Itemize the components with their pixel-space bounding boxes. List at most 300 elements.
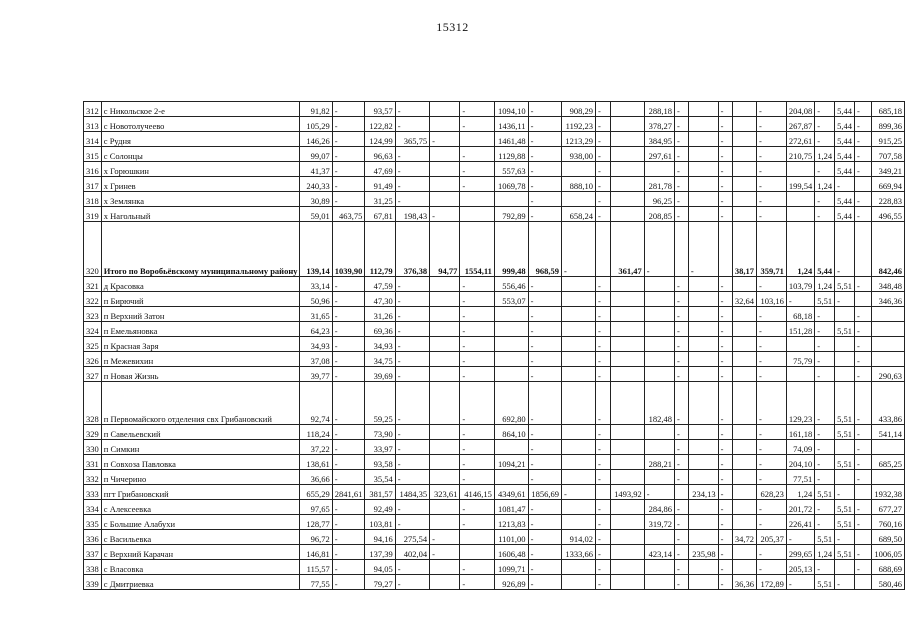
- table-cell: [494, 337, 528, 352]
- table-cell: [872, 440, 905, 455]
- table-cell: 32,64: [732, 292, 756, 307]
- table-cell: 290,63: [872, 367, 905, 382]
- settlement-name: п Симкин: [101, 440, 300, 455]
- table-row: [84, 192, 905, 207]
- table-cell: [688, 292, 718, 307]
- table-cell: -: [675, 117, 689, 132]
- table-cell: -: [718, 117, 732, 132]
- table-cell: [688, 132, 718, 147]
- table-cell: 1333,66: [562, 545, 596, 560]
- table-cell: -: [332, 545, 365, 560]
- table-row: [84, 292, 905, 307]
- table-cell: -: [718, 277, 732, 292]
- table-cell: -: [718, 575, 732, 590]
- table-cell: -: [835, 177, 855, 192]
- table-cell: 915,25: [872, 132, 905, 147]
- table-cell: 31,26: [365, 307, 395, 322]
- table-cell: [732, 147, 756, 162]
- table-cell: -: [460, 500, 494, 515]
- table-cell: [835, 560, 855, 575]
- row-number: 338: [84, 560, 102, 575]
- table-cell: -: [675, 367, 689, 382]
- table-cell: 33,14: [300, 277, 332, 292]
- table-cell: -: [815, 102, 835, 117]
- table-cell: -: [395, 500, 429, 515]
- table-cell: -: [528, 470, 561, 485]
- table-cell: 348,48: [872, 277, 905, 292]
- table-cell: [854, 485, 871, 500]
- table-cell: -: [562, 485, 596, 500]
- table-cell: [732, 352, 756, 367]
- table-cell: -: [332, 575, 365, 590]
- table-cell: 96,25: [644, 192, 674, 207]
- table-cell: -: [675, 307, 689, 322]
- table-cell: -: [718, 560, 732, 575]
- table-cell: [688, 277, 718, 292]
- table-cell: [644, 367, 674, 382]
- table-cell: -: [528, 352, 561, 367]
- table-cell: -: [395, 147, 429, 162]
- table-cell: -: [757, 382, 787, 425]
- table-cell: 161,18: [786, 425, 814, 440]
- table-cell: -: [718, 455, 732, 470]
- table-cell: [732, 425, 756, 440]
- table-cell: [688, 382, 718, 425]
- table-cell: [430, 292, 460, 307]
- table-cell: -: [835, 575, 855, 590]
- table-cell: -: [675, 322, 689, 337]
- table-cell: [718, 222, 732, 277]
- table-cell: [610, 277, 644, 292]
- table-cell: [732, 440, 756, 455]
- table-cell: [430, 455, 460, 470]
- table-cell: [732, 307, 756, 322]
- table-cell: 284,86: [644, 500, 674, 515]
- table-cell: [854, 177, 871, 192]
- table-cell: 319,72: [644, 515, 674, 530]
- table-cell: 91,82: [300, 102, 332, 117]
- table-cell: -: [675, 177, 689, 192]
- settlement-name: п Межевихин: [101, 352, 300, 367]
- table-cell: 47,30: [365, 292, 395, 307]
- table-cell: -: [718, 337, 732, 352]
- table-cell: -: [854, 367, 871, 382]
- table-cell: 204,08: [786, 102, 814, 117]
- table-cell: -: [332, 322, 365, 337]
- data-table: [83, 101, 905, 590]
- table-cell: -: [595, 515, 610, 530]
- row-number: 314: [84, 132, 102, 147]
- table-row: [84, 337, 905, 352]
- table-cell: 1,24: [815, 147, 835, 162]
- table-cell: [854, 530, 871, 545]
- table-cell: 103,79: [786, 277, 814, 292]
- table-cell: -: [757, 470, 787, 485]
- table-cell: 281,78: [644, 177, 674, 192]
- table-cell: -: [595, 147, 610, 162]
- table-cell: -: [528, 560, 561, 575]
- table-cell: 5,51: [835, 545, 855, 560]
- table-cell: [610, 307, 644, 322]
- table-row: [84, 322, 905, 337]
- table-cell: -: [854, 192, 871, 207]
- table-cell: -: [395, 162, 429, 177]
- table-cell: -: [675, 545, 689, 560]
- table-cell: -: [395, 455, 429, 470]
- table-cell: 118,24: [300, 425, 332, 440]
- table-cell: -: [395, 292, 429, 307]
- settlement-name: п Первомайского отделения свх Грибановский: [101, 382, 300, 425]
- table-cell: -: [675, 500, 689, 515]
- table-cell: 685,18: [872, 102, 905, 117]
- table-cell: -: [528, 277, 561, 292]
- table-cell: [430, 515, 460, 530]
- table-cell: 5,51: [835, 455, 855, 470]
- table-cell: [494, 440, 528, 455]
- table-cell: -: [332, 192, 365, 207]
- table-cell: 888,10: [562, 177, 596, 192]
- table-cell: [494, 470, 528, 485]
- table-cell: -: [854, 307, 871, 322]
- table-cell: [688, 322, 718, 337]
- table-cell: -: [675, 515, 689, 530]
- row-number: 336: [84, 530, 102, 545]
- table-cell: -: [757, 500, 787, 515]
- table-cell: -: [854, 162, 871, 177]
- table-cell: -: [332, 455, 365, 470]
- table-cell: 146,81: [300, 545, 332, 560]
- table-cell: 1006,05: [872, 545, 905, 560]
- table-cell: [610, 192, 644, 207]
- table-cell: [562, 162, 596, 177]
- table-cell: 93,57: [365, 102, 395, 117]
- table-cell: -: [460, 382, 494, 425]
- table-cell: -: [757, 307, 787, 322]
- table-cell: -: [835, 485, 855, 500]
- table-cell: -: [595, 470, 610, 485]
- table-cell: -: [595, 560, 610, 575]
- table-cell: 93,58: [365, 455, 395, 470]
- table-cell: 73,90: [365, 425, 395, 440]
- table-cell: -: [395, 515, 429, 530]
- settlement-name: п Новая Жизнь: [101, 367, 300, 382]
- row-number: 320: [84, 222, 102, 277]
- table-cell: -: [332, 177, 365, 192]
- table-cell: 64,23: [300, 322, 332, 337]
- table-cell: [732, 500, 756, 515]
- table-cell: -: [757, 102, 787, 117]
- table-cell: 5,51: [835, 322, 855, 337]
- table-cell: 655,29: [300, 485, 332, 500]
- settlement-name: х Гринев: [101, 177, 300, 192]
- table-cell: 359,71: [757, 222, 787, 277]
- table-cell: [610, 117, 644, 132]
- table-cell: -: [815, 132, 835, 147]
- settlement-name: с Солонцы: [101, 147, 300, 162]
- table-cell: -: [332, 132, 365, 147]
- table-cell: 5,51: [835, 500, 855, 515]
- table-cell: [610, 500, 644, 515]
- table-cell: [610, 382, 644, 425]
- table-cell: [835, 337, 855, 352]
- row-number: 329: [84, 425, 102, 440]
- table-cell: [562, 470, 596, 485]
- table-cell: 235,98: [688, 545, 718, 560]
- table-cell: 384,95: [644, 132, 674, 147]
- table-cell: 151,28: [786, 322, 814, 337]
- settlement-name: с Власовка: [101, 560, 300, 575]
- settlement-name: п Бирючий: [101, 292, 300, 307]
- settlement-name: х Горюшкин: [101, 162, 300, 177]
- table-row: [84, 277, 905, 292]
- table-cell: [872, 470, 905, 485]
- table-cell: -: [595, 337, 610, 352]
- table-cell: [688, 440, 718, 455]
- table-cell: -: [718, 545, 732, 560]
- table-cell: -: [854, 322, 871, 337]
- table-cell: 47,69: [365, 162, 395, 177]
- table-cell: 96,72: [300, 530, 332, 545]
- table-cell: [610, 292, 644, 307]
- table-cell: 36,36: [732, 575, 756, 590]
- table-cell: [460, 207, 494, 222]
- table-cell: -: [815, 337, 835, 352]
- table-cell: -: [332, 440, 365, 455]
- table-cell: -: [332, 117, 365, 132]
- table-cell: -: [854, 352, 871, 367]
- table-cell: [688, 177, 718, 192]
- table-cell: 34,93: [365, 337, 395, 352]
- row-number: 319: [84, 207, 102, 222]
- table-cell: -: [815, 207, 835, 222]
- row-number: 333: [84, 485, 102, 500]
- table-cell: -: [718, 500, 732, 515]
- table-cell: -: [815, 470, 835, 485]
- table-cell: 541,14: [872, 425, 905, 440]
- table-cell: -: [854, 277, 871, 292]
- table-cell: 139,14: [300, 222, 332, 277]
- table-cell: 33,97: [365, 440, 395, 455]
- table-cell: [460, 545, 494, 560]
- table-cell: 5,44: [835, 162, 855, 177]
- table-cell: -: [675, 425, 689, 440]
- table-cell: [562, 337, 596, 352]
- row-number: 322: [84, 292, 102, 307]
- table-cell: [786, 192, 814, 207]
- table-cell: -: [595, 192, 610, 207]
- table-cell: [732, 515, 756, 530]
- table-cell: 496,55: [872, 207, 905, 222]
- table-cell: -: [528, 575, 561, 590]
- table-cell: -: [675, 102, 689, 117]
- table-cell: 69,36: [365, 322, 395, 337]
- table-cell: 5,44: [835, 207, 855, 222]
- table-cell: 36,66: [300, 470, 332, 485]
- row-number: 323: [84, 307, 102, 322]
- table-cell: 5,51: [815, 292, 835, 307]
- table-cell: 50,96: [300, 292, 332, 307]
- table-cell: -: [460, 440, 494, 455]
- table-cell: -: [595, 352, 610, 367]
- table-cell: [562, 560, 596, 575]
- table-cell: -: [332, 337, 365, 352]
- table-cell: -: [595, 382, 610, 425]
- table-cell: -: [460, 177, 494, 192]
- table-cell: 1,24: [815, 277, 835, 292]
- table-cell: 685,25: [872, 455, 905, 470]
- table-cell: -: [815, 117, 835, 132]
- table-cell: -: [815, 322, 835, 337]
- row-number: 326: [84, 352, 102, 367]
- table-cell: -: [595, 207, 610, 222]
- table-cell: 124,99: [365, 132, 395, 147]
- table-cell: [854, 222, 871, 277]
- table-cell: 914,02: [562, 530, 596, 545]
- table-cell: 760,16: [872, 515, 905, 530]
- table-cell: 34,72: [732, 530, 756, 545]
- table-cell: [872, 352, 905, 367]
- table-cell: [644, 292, 674, 307]
- table-cell: -: [528, 425, 561, 440]
- table-cell: [675, 485, 689, 500]
- table-cell: 5,44: [835, 147, 855, 162]
- table-cell: 59,25: [365, 382, 395, 425]
- table-cell: -: [395, 425, 429, 440]
- table-cell: [494, 352, 528, 367]
- table-cell: -: [528, 530, 561, 545]
- table-cell: [732, 117, 756, 132]
- table-cell: [835, 307, 855, 322]
- table-cell: [562, 500, 596, 515]
- table-cell: 105,29: [300, 117, 332, 132]
- table-cell: [644, 322, 674, 337]
- table-cell: [732, 162, 756, 177]
- table-cell: -: [854, 382, 871, 425]
- table-cell: [430, 322, 460, 337]
- table-cell: -: [395, 575, 429, 590]
- table-cell: -: [815, 425, 835, 440]
- table-cell: -: [395, 117, 429, 132]
- table-cell: -: [460, 470, 494, 485]
- table-cell: -: [528, 102, 561, 117]
- table-cell: [675, 222, 689, 277]
- table-cell: -: [757, 455, 787, 470]
- table-cell: -: [395, 352, 429, 367]
- table-cell: 1856,69: [528, 485, 561, 500]
- table-cell: -: [595, 545, 610, 560]
- table-cell: -: [675, 455, 689, 470]
- table-cell: -: [757, 545, 787, 560]
- table-cell: [688, 530, 718, 545]
- settlement-name: с Дмитриевка: [101, 575, 300, 590]
- table-cell: [688, 102, 718, 117]
- table-cell: -: [430, 545, 460, 560]
- table-cell: 39,77: [300, 367, 332, 382]
- table-cell: -: [854, 470, 871, 485]
- table-cell: -: [675, 530, 689, 545]
- table-row: [84, 455, 905, 470]
- table-cell: [688, 337, 718, 352]
- table-cell: -: [332, 530, 365, 545]
- table-cell: 1461,48: [494, 132, 528, 147]
- table-cell: -: [757, 322, 787, 337]
- table-cell: -: [460, 352, 494, 367]
- table-cell: -: [395, 560, 429, 575]
- table-row: [84, 545, 905, 560]
- table-cell: [430, 177, 460, 192]
- table-cell: 34,75: [365, 352, 395, 367]
- table-cell: -: [757, 132, 787, 147]
- table-cell: 707,58: [872, 147, 905, 162]
- table-cell: 5,44: [835, 117, 855, 132]
- table-cell: [610, 322, 644, 337]
- table-cell: [430, 277, 460, 292]
- row-number: 312: [84, 102, 102, 117]
- table-cell: 77,55: [300, 575, 332, 590]
- table-cell: -: [395, 337, 429, 352]
- table-cell: 4349,61: [494, 485, 528, 500]
- settlement-name: Итого по Воробьёвскому муниципальному району: [101, 222, 300, 277]
- table-cell: 38,17: [732, 222, 756, 277]
- table-cell: 349,21: [872, 162, 905, 177]
- table-cell: 5,44: [835, 132, 855, 147]
- table-cell: [854, 292, 871, 307]
- settlement-name: с Новотолучеево: [101, 117, 300, 132]
- table-cell: 1039,90: [332, 222, 365, 277]
- table-cell: -: [528, 307, 561, 322]
- table-cell: 692,80: [494, 382, 528, 425]
- table-cell: [610, 575, 644, 590]
- table-cell: -: [675, 147, 689, 162]
- table-cell: -: [757, 425, 787, 440]
- table-cell: [460, 192, 494, 207]
- table-cell: -: [595, 102, 610, 117]
- table-cell: -: [595, 367, 610, 382]
- table-cell: -: [815, 162, 835, 177]
- table-cell: [732, 367, 756, 382]
- table-cell: 628,23: [757, 485, 787, 500]
- table-cell: 234,13: [688, 485, 718, 500]
- table-row: [84, 440, 905, 455]
- table-cell: 365,75: [395, 132, 429, 147]
- table-cell: [562, 382, 596, 425]
- table-cell: 1101,00: [494, 530, 528, 545]
- table-cell: [562, 515, 596, 530]
- table-cell: -: [562, 222, 596, 277]
- table-row: [84, 222, 905, 277]
- table-cell: [610, 147, 644, 162]
- table-cell: 112,79: [365, 222, 395, 277]
- table-cell: -: [718, 102, 732, 117]
- table-cell: [835, 470, 855, 485]
- table-cell: 59,01: [300, 207, 332, 222]
- table-cell: 864,10: [494, 425, 528, 440]
- row-number: 335: [84, 515, 102, 530]
- table-cell: -: [332, 382, 365, 425]
- settlement-name: с Васильевка: [101, 530, 300, 545]
- table-cell: -: [332, 292, 365, 307]
- table-cell: -: [528, 177, 561, 192]
- table-cell: 288,18: [644, 102, 674, 117]
- table-cell: [688, 500, 718, 515]
- table-cell: [732, 192, 756, 207]
- settlement-name: п Емельяновка: [101, 322, 300, 337]
- table-cell: -: [430, 530, 460, 545]
- table-cell: [644, 277, 674, 292]
- table-cell: -: [528, 192, 561, 207]
- table-cell: 172,89: [757, 575, 787, 590]
- table-cell: -: [595, 455, 610, 470]
